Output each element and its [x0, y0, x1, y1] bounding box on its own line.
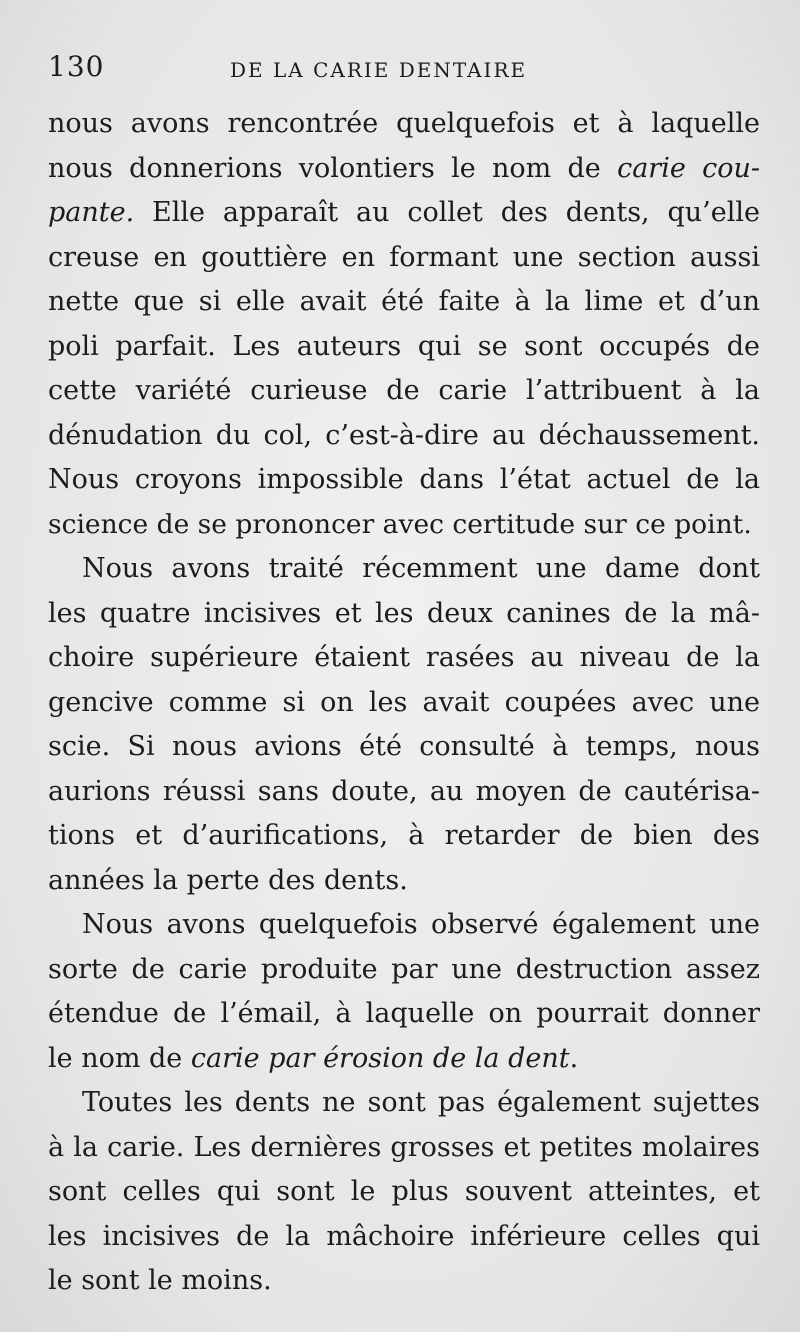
italic-term: carie cou-: [617, 152, 760, 184]
page-number: 130: [48, 50, 105, 83]
text-line: nous avons rencontrée quelquefois et à laquelle: [48, 108, 760, 139]
text-line: tions et d’aurifications, à retarder de bien des: [48, 820, 760, 851]
text-line: étendue de l’émail, à laquelle on pourrait donner: [48, 998, 760, 1029]
text-line: creuse en gouttière en formant une section aussi: [48, 241, 760, 273]
running-title: DE LA CARIE DENTAIRE: [230, 58, 528, 82]
text-line: nette que si elle avait été faite à la lime et d’un: [48, 286, 760, 317]
text-line: aurions réussi sans doute, au moyen de cautérisa-: [48, 775, 760, 807]
text-line: pante. Elle apparaît au collet des dents, qu’elle: [48, 197, 760, 228]
body-text: [48, 102, 760, 1304]
text-line: années la perte des dents.: [48, 864, 408, 896]
text-line: Toutes les dents ne sont pas également sujettes: [82, 1087, 760, 1118]
text-line: dénudation du col, c’est-à-dire au déchaussement.: [48, 419, 760, 451]
text-line: les quatre incisives et les deux canines de la mâ-: [48, 597, 760, 629]
text-line: Nous avons traité récemment une dame dont: [82, 553, 760, 584]
italic-term: pante.: [48, 197, 135, 228]
running-head: [48, 50, 768, 90]
text-line: sont celles qui sont le plus souvent atteintes, et: [48, 1176, 760, 1207]
text-line: sorte de carie produite par une destruction assez: [48, 953, 760, 985]
text-line: le nom de carie par érosion de la dent.: [48, 1042, 579, 1074]
text-line: gencive comme si on les avait coupées avec une: [48, 686, 760, 718]
text-line: cette variété curieuse de carie l’attribuent à la: [48, 375, 760, 406]
text-line: scie. Si nous avions été consulté à temps, nous: [48, 731, 760, 762]
text-line: science de se prononcer avec certitude sur ce point.: [48, 508, 752, 540]
text-line: à la carie. Les dernières grosses et petites molaires: [48, 1131, 760, 1163]
text-line: nous donnerions volontiers le nom de carie cou-: [48, 152, 760, 184]
italic-term: carie par érosion de la dent: [190, 1042, 570, 1074]
text-line: poli parfait. Les auteurs qui se sont occupés de: [48, 330, 760, 362]
text-line: les incisives de la mâchoire inférieure celles qui: [48, 1220, 760, 1252]
text-line: choire supérieure étaient rasées au niveau de la: [48, 642, 760, 673]
text-line: le sont le moins.: [48, 1265, 272, 1296]
text-line: Nous avons quelquefois observé également une: [82, 909, 760, 940]
text-line: Nous croyons impossible dans l’état actuel de la: [48, 464, 760, 495]
